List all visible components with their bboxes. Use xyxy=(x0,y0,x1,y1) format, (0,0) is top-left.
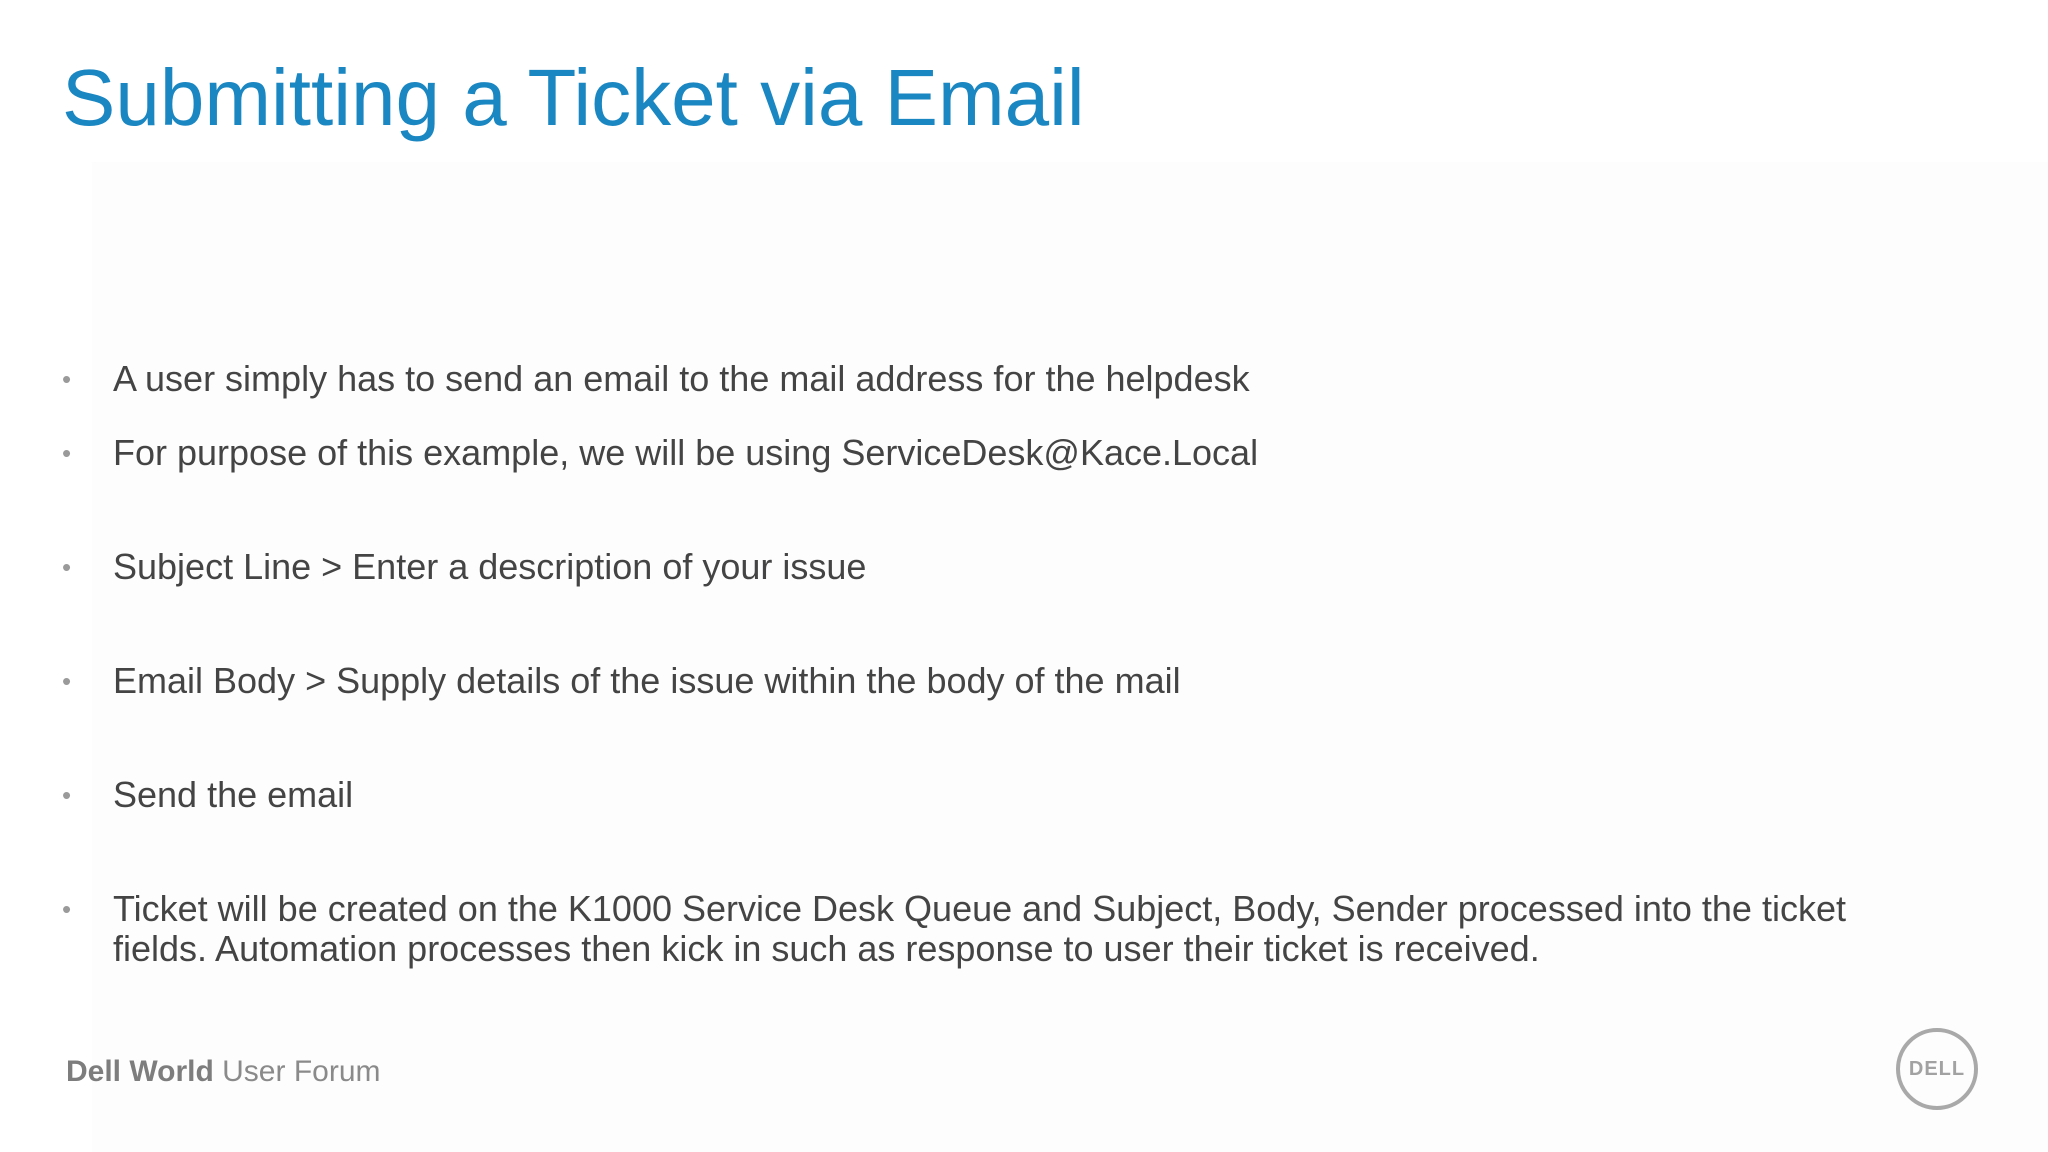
slide-title: Submitting a Ticket via Email xyxy=(62,53,1085,142)
footer-brand-bold: Dell World xyxy=(66,1055,214,1088)
bullet-text: Ticket will be created on the K1000 Service Desk Queue and Subject, Body, Sender processed into the ticket fields. Automation processes then kick in such as response to user their ticket is received. xyxy=(113,888,1846,969)
bullet-text: A user simply has to send an email to the mail address for the helpdesk xyxy=(113,358,1250,399)
dell-logo-text: DELL xyxy=(1908,1057,1966,1080)
bullet-text: Send the email xyxy=(113,774,354,815)
bullet-marker: • xyxy=(62,894,72,924)
bullet-marker: • xyxy=(62,364,72,394)
bullet-text: Subject Line > Enter a description of your issue xyxy=(113,546,867,587)
bullet-text: Email Body > Supply details of the issue within the body of the mail xyxy=(113,660,1181,701)
bullet-marker: • xyxy=(62,552,72,582)
bullet-marker: • xyxy=(62,438,72,468)
footer-brand xyxy=(66,1052,381,1092)
bullet-text: For purpose of this example, we will be using ServiceDesk@Kace.Local xyxy=(113,432,1259,473)
bullet-marker: • xyxy=(62,780,72,810)
footer-brand-light: User Forum xyxy=(222,1055,381,1088)
content-panel xyxy=(92,162,2048,1152)
bullet-marker: • xyxy=(62,666,72,696)
dell-logo-icon xyxy=(1896,1028,1978,1110)
